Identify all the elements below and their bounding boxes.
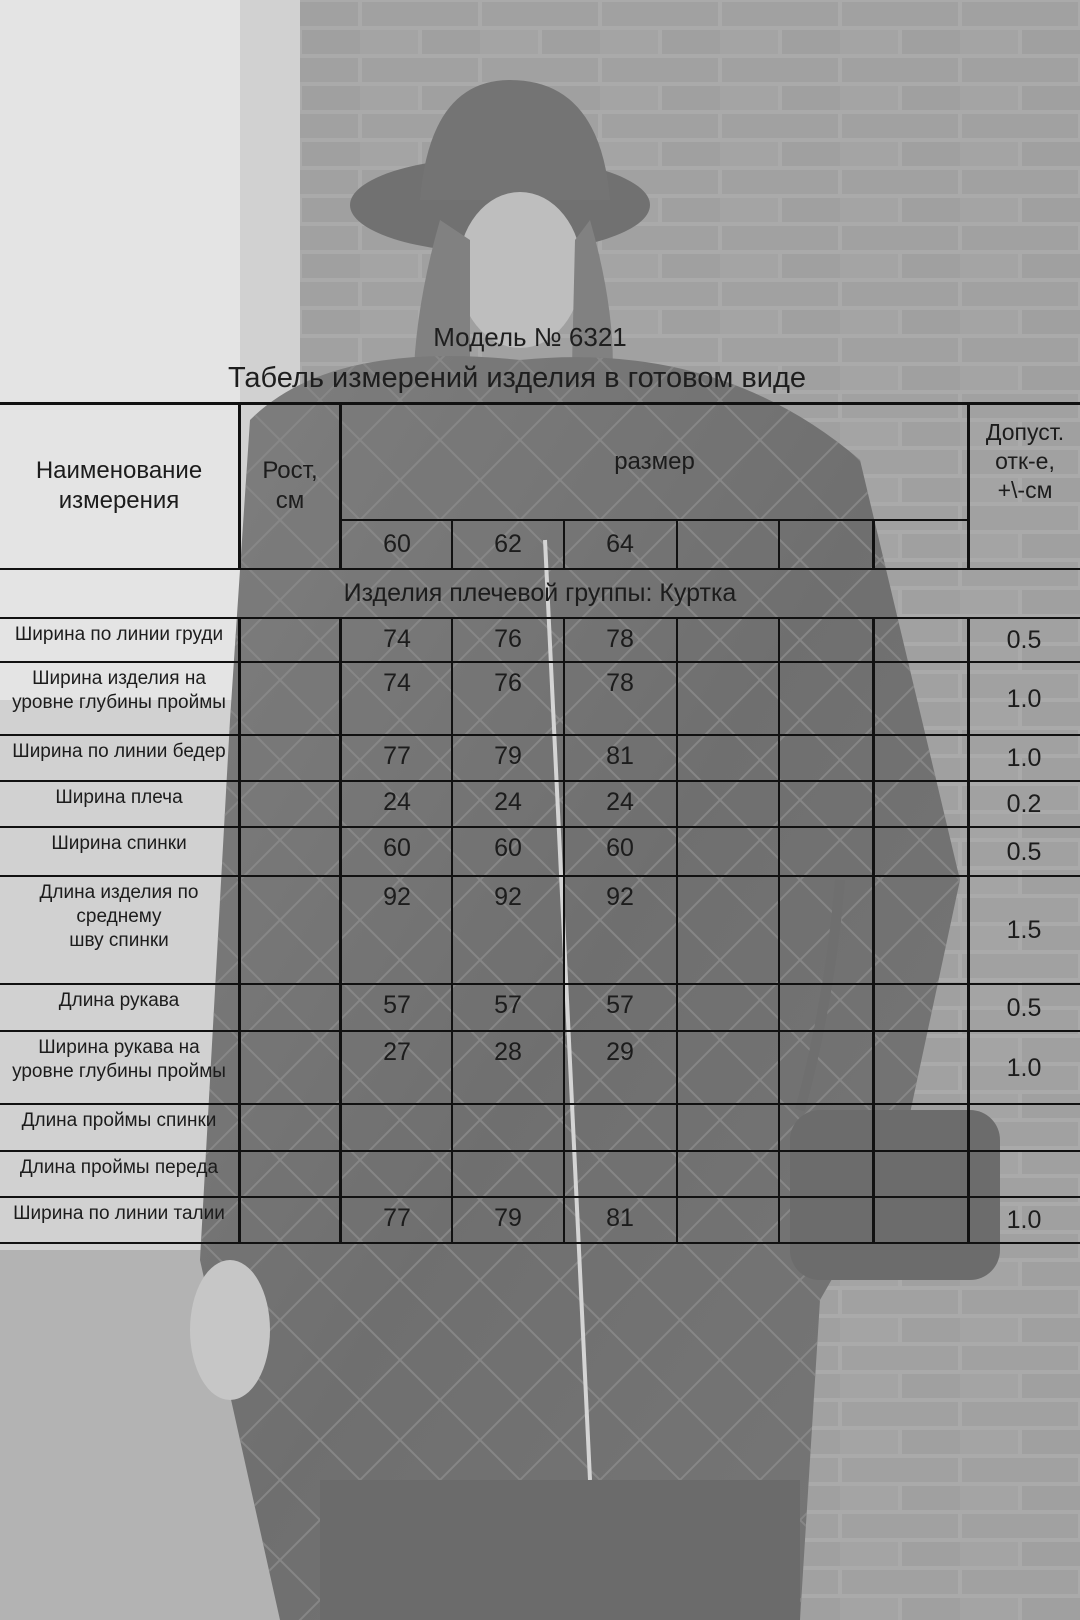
row-value-62: 76 xyxy=(494,625,522,654)
row-value-60: 24 xyxy=(383,788,411,817)
row-name: Ширина по линии талии xyxy=(13,1203,225,1224)
size-64: 64 xyxy=(606,529,634,558)
row-value-62: 60 xyxy=(494,834,522,863)
row-value-64: 92 xyxy=(606,883,634,912)
row-value-60 xyxy=(342,1105,452,1147)
size-60: 60 xyxy=(383,529,411,558)
row-value-62 xyxy=(453,1152,563,1194)
row-value-64: 78 xyxy=(606,625,634,654)
row-tolerance: 0.2 xyxy=(1006,790,1042,819)
header-height: Рост, см xyxy=(262,457,318,514)
col-divider xyxy=(778,618,780,1243)
row-name: Длина проймы переда xyxy=(19,1157,219,1178)
col-divider xyxy=(563,618,565,1243)
row-name: Ширина по линии бедер xyxy=(12,741,226,762)
row-value-60 xyxy=(342,1152,452,1194)
col-divider xyxy=(676,520,678,568)
row-tolerance: 1.0 xyxy=(1006,744,1042,773)
col-divider xyxy=(238,618,241,1243)
col-divider xyxy=(676,618,678,1243)
row-value-64: 81 xyxy=(606,1204,634,1233)
row-value-62: 76 xyxy=(494,669,522,698)
header-tolerance: Допуст. отк-е, +\-см xyxy=(985,419,1065,503)
col-divider xyxy=(339,618,342,1243)
row-value-60: 77 xyxy=(383,1204,411,1233)
row-value-62: 57 xyxy=(494,991,522,1020)
row-tolerance: 0.5 xyxy=(1006,993,1042,1022)
row-value-64: 57 xyxy=(606,991,634,1020)
row-value-60: 27 xyxy=(383,1038,411,1067)
row-value-64: 78 xyxy=(606,669,634,698)
size-62: 62 xyxy=(494,529,522,558)
row-value-60: 92 xyxy=(383,883,411,912)
row-value-62: 28 xyxy=(494,1038,522,1067)
row-tolerance: 1.0 xyxy=(1006,1206,1042,1235)
row-value-62: 79 xyxy=(494,1204,522,1233)
row-value-64 xyxy=(565,1105,675,1147)
table-bottom-border xyxy=(0,1242,1080,1244)
row-value-64: 29 xyxy=(606,1038,634,1067)
row-value-64: 24 xyxy=(606,788,634,817)
header-size: размер xyxy=(614,447,695,475)
row-value-62: 92 xyxy=(494,883,522,912)
row-name: Длина рукава xyxy=(58,990,180,1011)
row-tolerance: 0.5 xyxy=(1006,626,1042,655)
row-tolerance: 0.5 xyxy=(1006,837,1042,866)
row-tolerance xyxy=(968,1154,1080,1196)
row-tolerance: 1.0 xyxy=(1006,684,1042,713)
row-name: Длина проймы спинки xyxy=(21,1110,217,1131)
row-name: Ширина по линии груди xyxy=(14,624,224,645)
row-name: Ширина плеча xyxy=(55,787,183,808)
row-value-60: 74 xyxy=(383,625,411,654)
row-name: Ширина изделия на уровне глубины проймы xyxy=(12,668,226,713)
row-tolerance: 1.0 xyxy=(1006,1053,1042,1082)
row-name: Ширина спинки xyxy=(51,833,187,854)
col-divider xyxy=(872,618,875,1243)
row-value-60: 74 xyxy=(383,669,411,698)
row-tolerance: 1.5 xyxy=(1006,916,1042,945)
row-value-60: 77 xyxy=(383,742,411,771)
col-divider xyxy=(778,520,780,568)
col-divider xyxy=(872,520,875,568)
row-name: Ширина рукава на уровне глубины проймы xyxy=(12,1037,226,1082)
col-divider xyxy=(451,618,453,1243)
row-value-60: 60 xyxy=(383,834,411,863)
row-value-62: 24 xyxy=(494,788,522,817)
model-number-title: Модель № 6321 xyxy=(433,322,627,352)
row-value-64: 81 xyxy=(606,742,634,771)
group-label: Изделия плечевой группы: Куртка xyxy=(343,578,737,607)
row-value-62 xyxy=(453,1105,563,1147)
row-value-60: 57 xyxy=(383,991,411,1020)
table-title: Табель измерений изделия в готовом виде xyxy=(227,362,807,394)
row-tolerance xyxy=(968,1107,1080,1150)
header-measurement-name: Наименование измерения xyxy=(35,457,203,514)
row-name: Длина изделия по среднему шву спинки xyxy=(39,882,199,951)
row-value-64: 60 xyxy=(606,834,634,863)
row-value-64 xyxy=(565,1152,675,1194)
row-value-62: 79 xyxy=(494,742,522,771)
